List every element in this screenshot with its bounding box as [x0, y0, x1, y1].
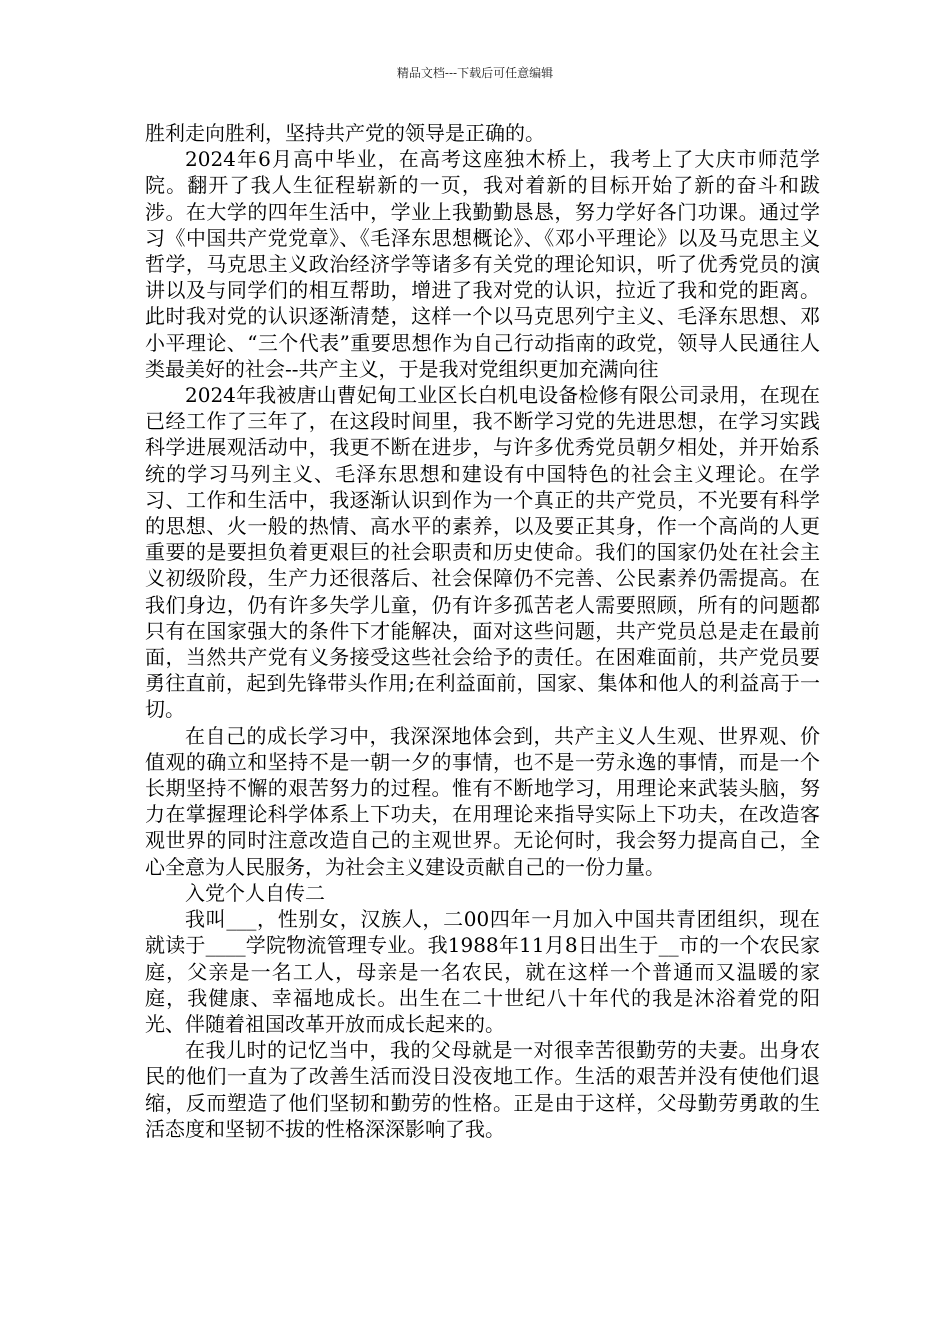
- section-title: 入党个人自传二: [185, 880, 325, 905]
- paragraph-work: 2024年我被唐山曹妃甸工业区长白机电设备检修有限公司录用，在现在已经工作了三年了，在这段时间里，我不断学习党的先进思想，在学习实践科学进展观活动中，我更不断在进步，与许多优秀党员朝夕相处，并开始系统的学习马列主义、毛泽东思想和建设有中国特色的社会主义理论。在学习、工作和生活中，我逐渐认识到作为一个真正的共产党员，不光要有科学的思想、火一般的热情、高水平的素养，以及要正其身，作一个高尚的人更重要的是要担负着更艰巨的社会职责和历史使命。我们的国家仍处在社会主义初级阶段，生产力还很落后、社会保障仍不完善、公民素养仍需提高。在我们身边，仍有许多失学儿童，仍有许多孤苦老人需要照顾，所有的问题都只有在国家强大的条件下才能解决，面对这些问题，共产党员总是走在最前面，当然共产党有义务接受这些社会给予的责任。在困难面前，共产党员要勇往直前，起到先锋带头作用;在利益面前，国家、集体和他人的利益高于一切。: [145, 383, 820, 722]
- page-header: 精品文档---下载后可任意编辑: [396, 66, 554, 80]
- paragraph-growth: 在自己的成长学习中，我深深地体会到，共产主义人生观、世界观、价值观的确立和坚持不是一朝一夕的事情，也不是一劳永逸的事情，而是一个长期坚持不懈的艰苦努力的过程。惟有不断地学习，用理论来武装头脑，努力在掌握理论科学体系上下功夫，在用理论来指导实际上下功夫，在改造客观世界的同时注意改造自己的主观世界。无论何时，我会努力提高自己，全心全意为人民服务，为社会主义建设贡献自己的一份力量。: [145, 723, 820, 879]
- paragraph-intro: 我叫___，性别女，汉族人，二00四年一月加入中国共青团组织，现在就读于____学院物流管理专业。我1988年11月8日出生于__市的一个农民家庭，父亲是一名工人，母亲是一名农民，就在这样一个普通而又温暖的家庭，我健康、幸福地成长。出生在二十世纪八十年代的我是沐浴着党的阳光、伴随着祖国改革开放而成长起来的。: [145, 907, 820, 1036]
- paragraph-college: 2024年6月高中毕业，在高考这座独木桥上，我考上了大庆市师范学院。翻开了我人生征程崭新的一页，我对着新的目标开始了新的奋斗和跋涉。在大学的四年生活中，学业上我勤勤恳恳，努力学好各门功课。通过学习《中国共产党党章》、《毛泽东思想概论》、《邓小平理论》以及马克思主义哲学，马克思主义政治经济学等诸多有关党的理论知识，听了优秀党员的演讲以及与同学们的相互帮助，增进了我对党的认识，拉近了我和党的距离。此时我对党的认识逐渐清楚，这样一个以马克思列宁主义、毛泽东思想、邓小平理论、“三个代表”重要思想作为自己行动指南的政党，领导人民通往人类最美好的社会--共产主义，于是我对党组织更加充满向往: [145, 147, 820, 381]
- paragraph-continuation: 胜利走向胜利，坚持共产党的领导是正确的。: [145, 121, 545, 145]
- document-body: [145, 120, 820, 1142]
- paragraph-childhood: 在我儿时的记忆当中，我的父母就是一对很幸苦很勤劳的夫妻。出身农民的他们一直为了改善生活而没日没夜地工作。生活的艰苦并没有使他们退缩，反而塑造了他们坚韧和勤劳的性格。正是由于这样，父母勤劳勇敢的生活态度和坚韧不拔的性格深深影响了我。: [145, 1038, 820, 1141]
